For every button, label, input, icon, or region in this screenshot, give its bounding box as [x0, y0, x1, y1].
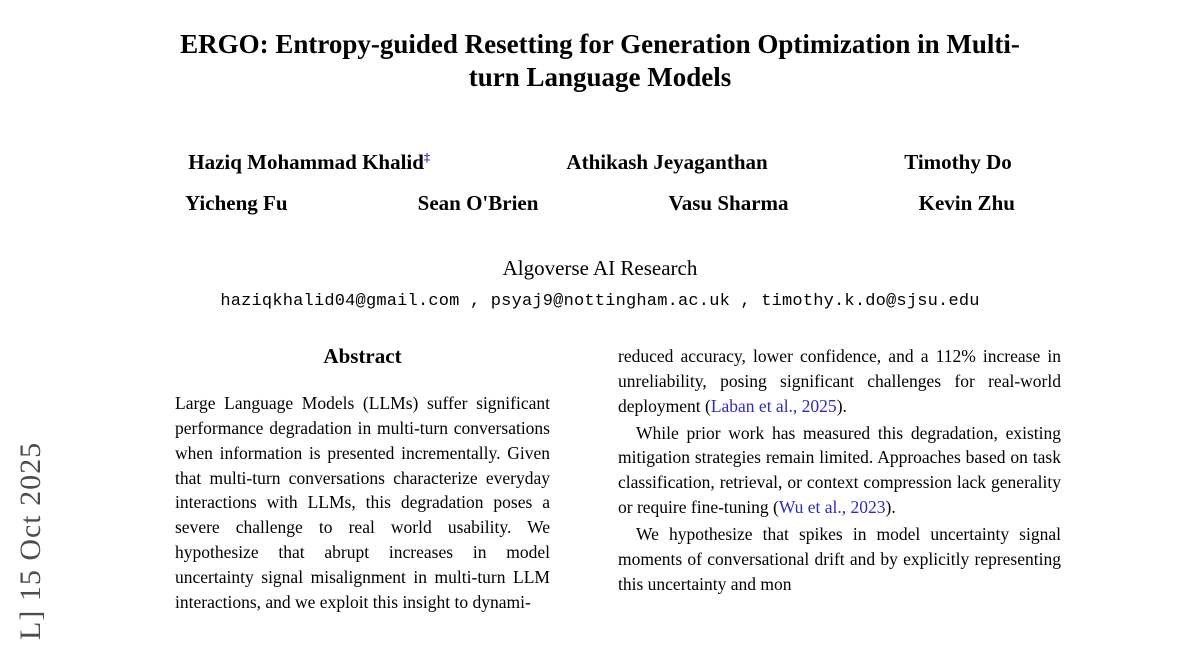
- paragraph-text: We hypothesize that spikes in model uncertainty signal moments of conversational drift and by explicitly representing this uncertainty and mon: [618, 523, 1061, 594]
- author-name: Sean O'Brien: [417, 191, 539, 215]
- abstract-body: [175, 391, 550, 615]
- author-row-1: [120, 150, 1080, 175]
- author-name: [188, 150, 430, 175]
- intro-paragraph-1: [618, 344, 1061, 419]
- author-row-2: [120, 191, 1080, 216]
- author-emails: haziqkhalid04@gmail.com , psyaj9@nottingham.ac.uk , timothy.k.do@sjsu.edu: [220, 292, 980, 311]
- affiliation: Algoverse AI Research: [502, 256, 698, 280]
- body-columns: [0, 344, 1200, 648]
- author-affiliation-marker: ‡: [423, 150, 430, 164]
- author-label: Haziq Mohammad Khalid: [188, 150, 424, 174]
- paragraph-text-tail: ).: [836, 395, 847, 416]
- author-name: Vasu Sharma: [668, 191, 789, 215]
- paragraph-text: reduced accuracy, lower confidence, and a 112% increase in unreliability, posing significant challenges for real-world deployment (: [618, 346, 1061, 416]
- paragraph-text-tail: ).: [885, 497, 896, 518]
- citation-link[interactable]: Laban et al., 2025: [710, 395, 837, 416]
- intro-paragraph-3: [618, 522, 1061, 597]
- author-label: Timothy Do: [904, 150, 1012, 174]
- author-name: Kevin Zhu: [918, 191, 1015, 215]
- page-title: ERGO: Entropy-guided Resetting for Generation Optimization in Multi-turn Language Models: [180, 29, 1020, 92]
- author-name: Yicheng Fu: [185, 191, 288, 215]
- abstract-column: [175, 344, 550, 615]
- abstract-heading: Abstract: [323, 344, 402, 368]
- introduction-column: [618, 344, 1061, 596]
- arxiv-stamp: L] 15 Oct 2025: [14, 441, 47, 640]
- author-label: Athikash Jeyaganthan: [566, 150, 768, 174]
- intro-paragraph-2: [618, 421, 1061, 520]
- paragraph-text: While prior work has measured this degradation, existing mitigation strategies remain limited. Approaches based on task classification, retrieval, or context compression lack generality or require fine-tuning (: [618, 422, 1061, 518]
- introduction-body: [618, 344, 1061, 596]
- author-list: [120, 150, 1080, 232]
- author-name: [904, 150, 1012, 175]
- abstract-paragraph: Large Language Models (LLMs) suffer significant performance degradation in multi-turn conversations when information is presented incrementally. Given that multi-turn conversations characterize everyday interactions with LLMs, this degradation poses a severe challenge to real world usability. We hypothesize that abrupt increases in model uncertainty signal misalignment in multi-turn LLM interactions, and we exploit this insight to dynami-: [175, 393, 550, 612]
- citation-link[interactable]: Wu et al., 2023: [778, 497, 886, 518]
- author-name: [566, 150, 767, 175]
